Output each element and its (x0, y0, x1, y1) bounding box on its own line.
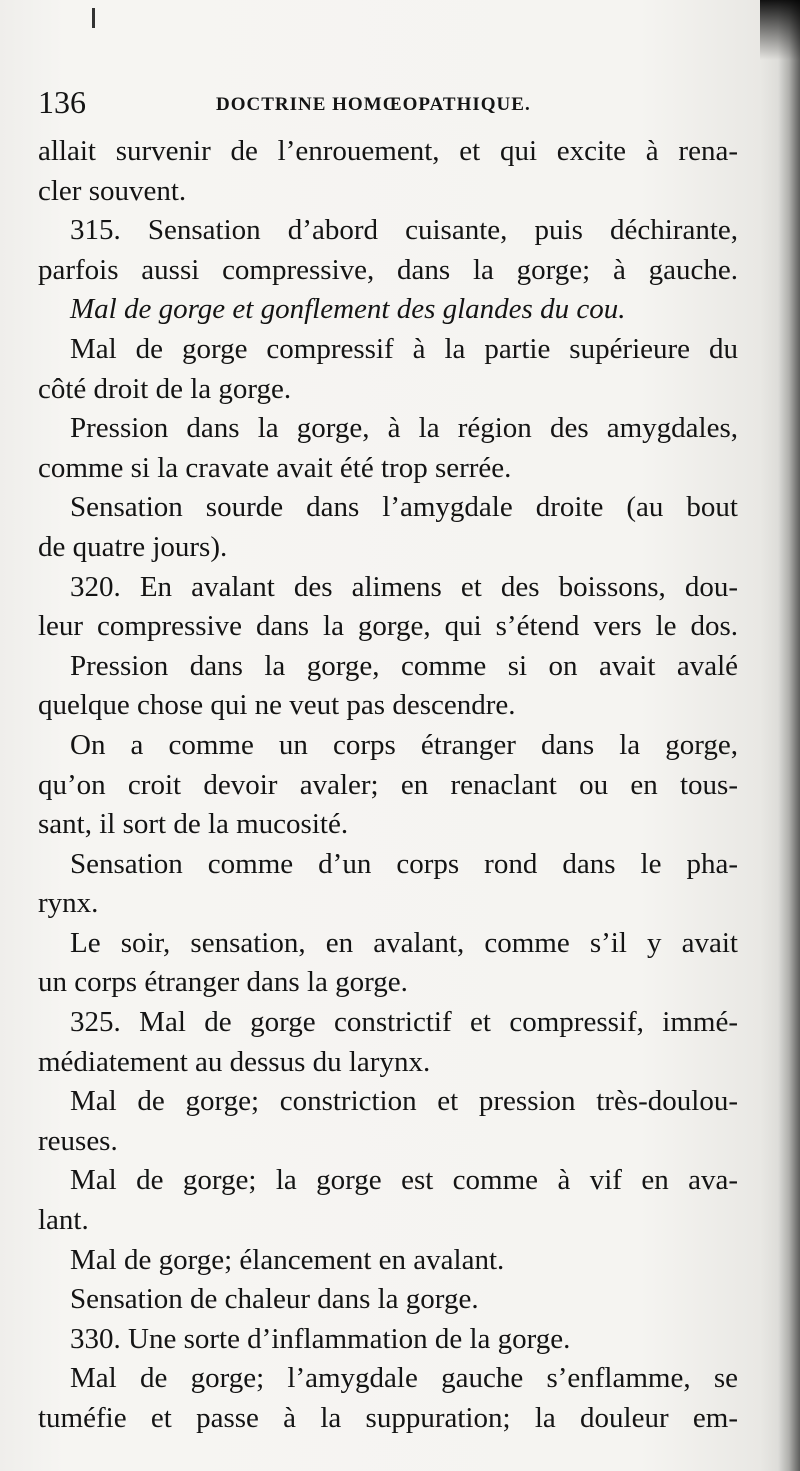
text-line: Mal de gorge; élancement en avalant. (70, 1243, 505, 1276)
text-line: 320. En avalant des alimens et des boissons, dou- (70, 570, 738, 603)
text-line: quelque chose qui ne veut pas descendre. (38, 689, 516, 722)
page-number: 136 (38, 84, 86, 120)
text-line: Pression dans la gorge, comme si on avait avalé (70, 649, 738, 682)
text-line: leur compressive dans la gorge, qui s’étend vers le dos. (38, 610, 738, 643)
body-text (38, 132, 738, 1439)
running-title: DOCTRINE HOMŒOPATHIQUE. (216, 94, 531, 115)
page-header (38, 84, 738, 128)
text-line: Le soir, sensation, en avalant, comme s’il y avait (70, 926, 738, 959)
text-line: Mal de gorge; l’amygdale gauche s’enflamme, se (70, 1362, 738, 1395)
text-line: Sensation sourde dans l’amygdale droite (au bout (70, 491, 738, 524)
text-line: un corps étranger dans la gorge. (38, 966, 408, 999)
text-line: On a comme un corps étranger dans la gorge, (70, 728, 738, 761)
text-line: rynx. (38, 887, 99, 920)
text-line: qu’on croit devoir avaler; en renaclant ou en tous- (38, 768, 738, 801)
text-line: tuméfie et passe à la suppuration; la douleur em- (38, 1402, 738, 1434)
text-line: comme si la cravate avait été trop serrée. (38, 451, 512, 484)
text-line: allait survenir de l’enrouement, et qui excite à rena- (38, 135, 738, 167)
text-line: Mal de gorge compressif à la partie supérieure du (70, 332, 738, 365)
text-line-italic: Mal de gorge et gonflement des glandes du cou. (70, 293, 626, 326)
text-line: Mal de gorge; la gorge est comme à vif en ava- (70, 1164, 738, 1197)
text-line: lant. (38, 1204, 89, 1237)
text-line: Sensation comme d’un corps rond dans le pha- (70, 847, 738, 880)
text-line: parfois aussi compressive, dans la gorge; à gauche. (38, 253, 738, 286)
text-line: 330. Une sorte d’inflammation de la gorge. (70, 1322, 571, 1355)
text-line: 325. Mal de gorge constrictif et compressif, immé- (70, 1006, 738, 1039)
text-line: cler souvent. (38, 174, 187, 207)
text-line: de quatre jours). (38, 530, 228, 563)
ink-mark (92, 8, 95, 28)
text-line: médiatement au dessus du larynx. (38, 1045, 431, 1078)
text-line: reuses. (38, 1124, 118, 1157)
text-line: Pression dans la gorge, à la région des amygdales, (70, 412, 738, 445)
text-line: Mal de gorge; constriction et pression très-doulou- (70, 1085, 738, 1118)
text-line: côté droit de la gorge. (38, 372, 292, 405)
text-line: Sensation de chaleur dans la gorge. (70, 1283, 479, 1316)
text-line: 315. Sensation d’abord cuisante, puis déchirante, (70, 214, 738, 247)
binding-shadow (778, 0, 800, 1471)
text-line: sant, il sort de la mucosité. (38, 808, 349, 841)
